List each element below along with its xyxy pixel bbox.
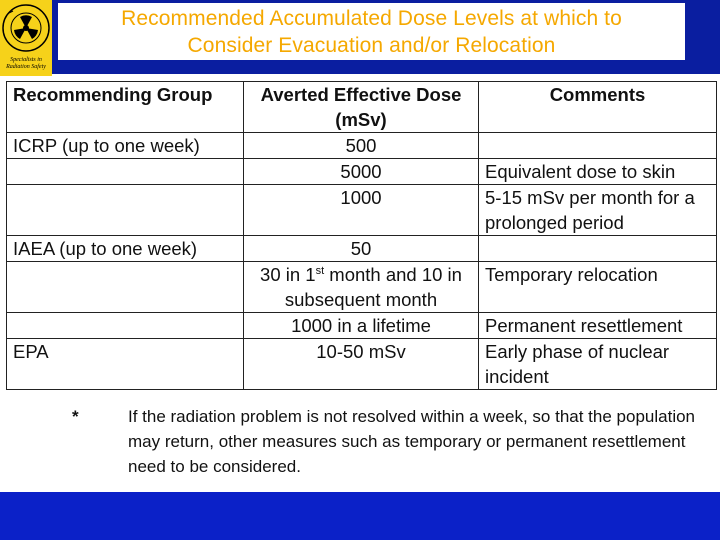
comment-cell: Temporary relocation [479, 262, 717, 313]
page-title-line-1: Recommended Accumulated Dose Levels at which to [121, 7, 622, 30]
comment-cell: 5-15 mSv per month for a prolonged period [479, 185, 717, 236]
group-cell: ICRP (up to one week) [7, 133, 244, 159]
logo-tagline: Specialists in Radiation Safety [6, 57, 46, 70]
dose-levels-table [6, 81, 717, 390]
dose-cell: 1000 [244, 185, 479, 236]
comment-cell [479, 133, 717, 159]
header-recommending-group: Recommending Group [7, 82, 244, 133]
group-cell [7, 185, 244, 236]
group-cell [7, 159, 244, 185]
table-row [7, 159, 717, 185]
table-row [7, 313, 717, 339]
dose-cell: 500 [244, 133, 479, 159]
society-logo [0, 0, 52, 76]
comment-cell [479, 236, 717, 262]
table-row [7, 185, 717, 236]
header-comments: Comments [479, 82, 717, 133]
table-row [7, 133, 717, 159]
dose-cell: 10-50 mSv [244, 339, 479, 390]
dose-cell: 5000 [244, 159, 479, 185]
dose-cell: 50 [244, 236, 479, 262]
header-averted-dose: Averted Effective Dose (mSv) [244, 82, 479, 133]
dose-cell: 1000 in a lifetime [244, 313, 479, 339]
comment-cell: Permanent resettlement [479, 313, 717, 339]
footnote-asterisk: * [72, 407, 79, 426]
page-title-line-2: Consider Evacuation and/or Relocation [187, 34, 556, 57]
table-row [7, 236, 717, 262]
title-panel [58, 3, 685, 60]
table-row [7, 262, 717, 313]
comment-cell: Early phase of nuclear incident [479, 339, 717, 390]
group-cell: IAEA (up to one week) [7, 236, 244, 262]
footnote-text: If the radiation problem is not resolved within a week, so that the population may return, other measures such as temporary or permanent resettlement need to be considered. [128, 407, 696, 476]
footer-bar [0, 492, 720, 540]
dose-cell: 30 in 1st month and 10 in subsequent month [244, 262, 479, 313]
group-cell: EPA [7, 339, 244, 390]
health-physics-society-seal-icon [1, 1, 51, 57]
comment-cell: Equivalent dose to skin [479, 159, 717, 185]
table-header-row [7, 82, 717, 133]
header-bar [0, 0, 720, 76]
group-cell [7, 313, 244, 339]
group-cell [7, 262, 244, 313]
table-row [7, 339, 717, 390]
header-divider [52, 74, 720, 76]
